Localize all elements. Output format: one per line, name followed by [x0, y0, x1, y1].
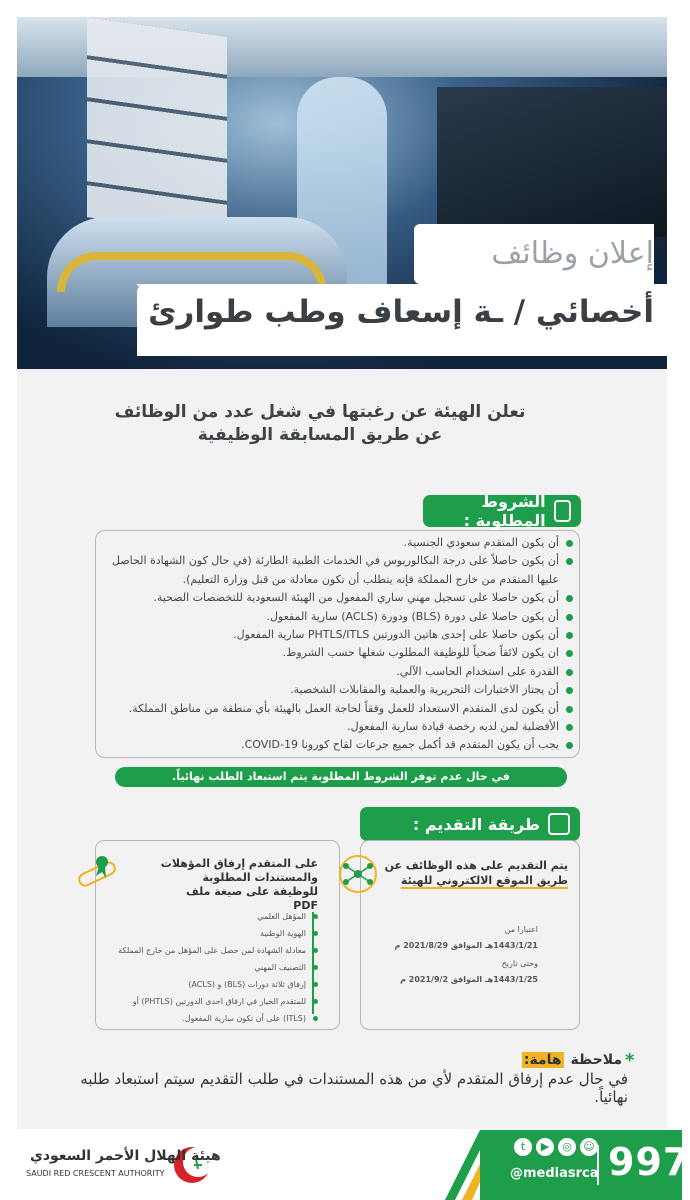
list-item: أن يكون حاصلاً على درجة البكالوريوس في الخدمات الطبية الطارئة (في حال كون الشهادة الحاصل عليها المتقدم من خارج المملكة فإنه يتطلب أن تكون معادلة من قبل وزارة التعليم).: [108, 552, 573, 589]
apply-method-line-2: طريق الموقع الالكتروني للهيئة: [400, 874, 568, 887]
checklist-icon: [554, 500, 571, 522]
footer-stripes: [400, 1130, 490, 1200]
documents-title: على المتقدم إرفاق المؤهلات والمستندات المطلوبة للوظيفة على صيغة ملف PDF: [160, 857, 318, 912]
to-date: 1443/1/25هـ الموافق 2021/9/2 م: [400, 975, 538, 984]
note-label-highlight: هامة:: [523, 1052, 562, 1068]
list-item: أن يكون حاصلا على إحدى هاتين الدورتين PHTLS/ITLS سارية المفعول.: [108, 626, 573, 644]
list-item: أن يكون لدى المتقدم الاستعداد للعمل وفقاً لحاجة العمل بالهيئة بأي منطقة من مناطق المملكة.: [108, 700, 573, 718]
list-item: للمتقدم الخيار في ارفاق احدى الدورتين (PHTLS) أو: [100, 993, 320, 1010]
youtube-icon[interactable]: ▶: [536, 1138, 554, 1156]
note-label-prefix: ملاحظة: [570, 1052, 622, 1068]
to-label: وحتى تاريخ: [501, 959, 538, 968]
announcement-title: إعلان وظائف: [491, 236, 654, 271]
from-label: اعتبارا من: [504, 925, 538, 934]
social-handle[interactable]: @mediasrca: [510, 1166, 599, 1181]
intro-line-2: عن طريق المسابقة الوظيفية: [197, 425, 443, 445]
list-item: أن يكون حاصلا على دورة (BLS) ودورة (ACLS) سارية المفعول.: [108, 608, 573, 626]
list-item: إرفاق ثلاثة دورات (BLS) و (ACLS): [100, 976, 320, 993]
snapchat-icon[interactable]: ☺: [580, 1138, 598, 1156]
org-name-arabic: هيئة الهلال الأحمر السعودي: [30, 1148, 221, 1164]
org-name-english: SAUDI RED CRESCENT AUTHORITY: [26, 1169, 165, 1178]
diploma-icon: [72, 850, 122, 894]
form-icon: [548, 813, 570, 835]
note-label: [522, 1052, 624, 1068]
job-title: أخصائي / ـة إسعاف وطب طوارئ: [148, 294, 654, 330]
list-item: (ITLS) على أن تكون سارية المفعول.: [100, 1010, 320, 1027]
apply-method-line-1: يتم التقديم على هذه الوظائف عن: [384, 859, 568, 872]
list-item: أن يكون المتقدم سعودي الجنسية.: [108, 534, 573, 552]
documents-list: [100, 908, 320, 1027]
apply-title: طريقة التقديم :: [412, 814, 540, 834]
instagram-icon[interactable]: ◎: [558, 1138, 576, 1156]
list-item: معادلة الشهادة لمن حصل على المؤهل من خارج المملكة: [100, 942, 320, 959]
list-item: المؤهل العلمي: [100, 908, 320, 925]
requirements-title: الشروط المطلوبة :: [463, 492, 546, 530]
apply-method-text: [378, 858, 568, 888]
ambulance-seat: [437, 87, 667, 237]
ambulance-cabinets: [87, 17, 227, 237]
list-item: الأفضلية لمن لديه رخصة قيادة سارية المفعول.: [108, 718, 573, 736]
list-item: التصنيف المهني: [100, 959, 320, 976]
requirements-list: [108, 534, 573, 755]
asterisk-icon: *: [625, 1050, 635, 1071]
network-icon: [336, 852, 380, 896]
requirements-tag: [423, 492, 581, 530]
requirements-note: في حال عدم توفر الشروط المطلوبة يتم استبعاد الطلب نهائياً.: [115, 767, 567, 787]
list-item: القدرة على استخدام الحاسب الآلي.: [108, 663, 573, 681]
list-item: ان يكون لائقاً صحياً للوظيفة المطلوب شغلها حسب الشروط.: [108, 644, 573, 662]
list-item: يجب أن يكون المتقدم قد أكمل جميع جرعات لقاح كورونا COVID-19.: [108, 736, 573, 754]
intro-line-1: تعلن الهيئة عن رغبتها في شغل عدد من الوظائف: [114, 402, 526, 422]
apply-tag: [360, 807, 580, 841]
twitter-icon[interactable]: t: [514, 1138, 532, 1156]
list-item: أن يكون حاصلا على تسجيل مهني ساري المفعول من الهيئة السعودية للتخصصات الصحية.: [108, 589, 573, 607]
note-text: في حال عدم إرفاق المتقدم لأي من هذه المستندات في طلب التقديم سيتم استبعاد طلبه نهائياً.: [80, 1070, 628, 1106]
hotline-number: 997: [608, 1140, 690, 1184]
list-item: أن يجتاز الاختبارات التحريرية والعملية والمقابلات الشخصية.: [108, 681, 573, 699]
from-date: 1443/1/21هـ الموافق 2021/8/29 م: [394, 941, 538, 950]
list-item: الهوية الوطنية: [100, 925, 320, 942]
